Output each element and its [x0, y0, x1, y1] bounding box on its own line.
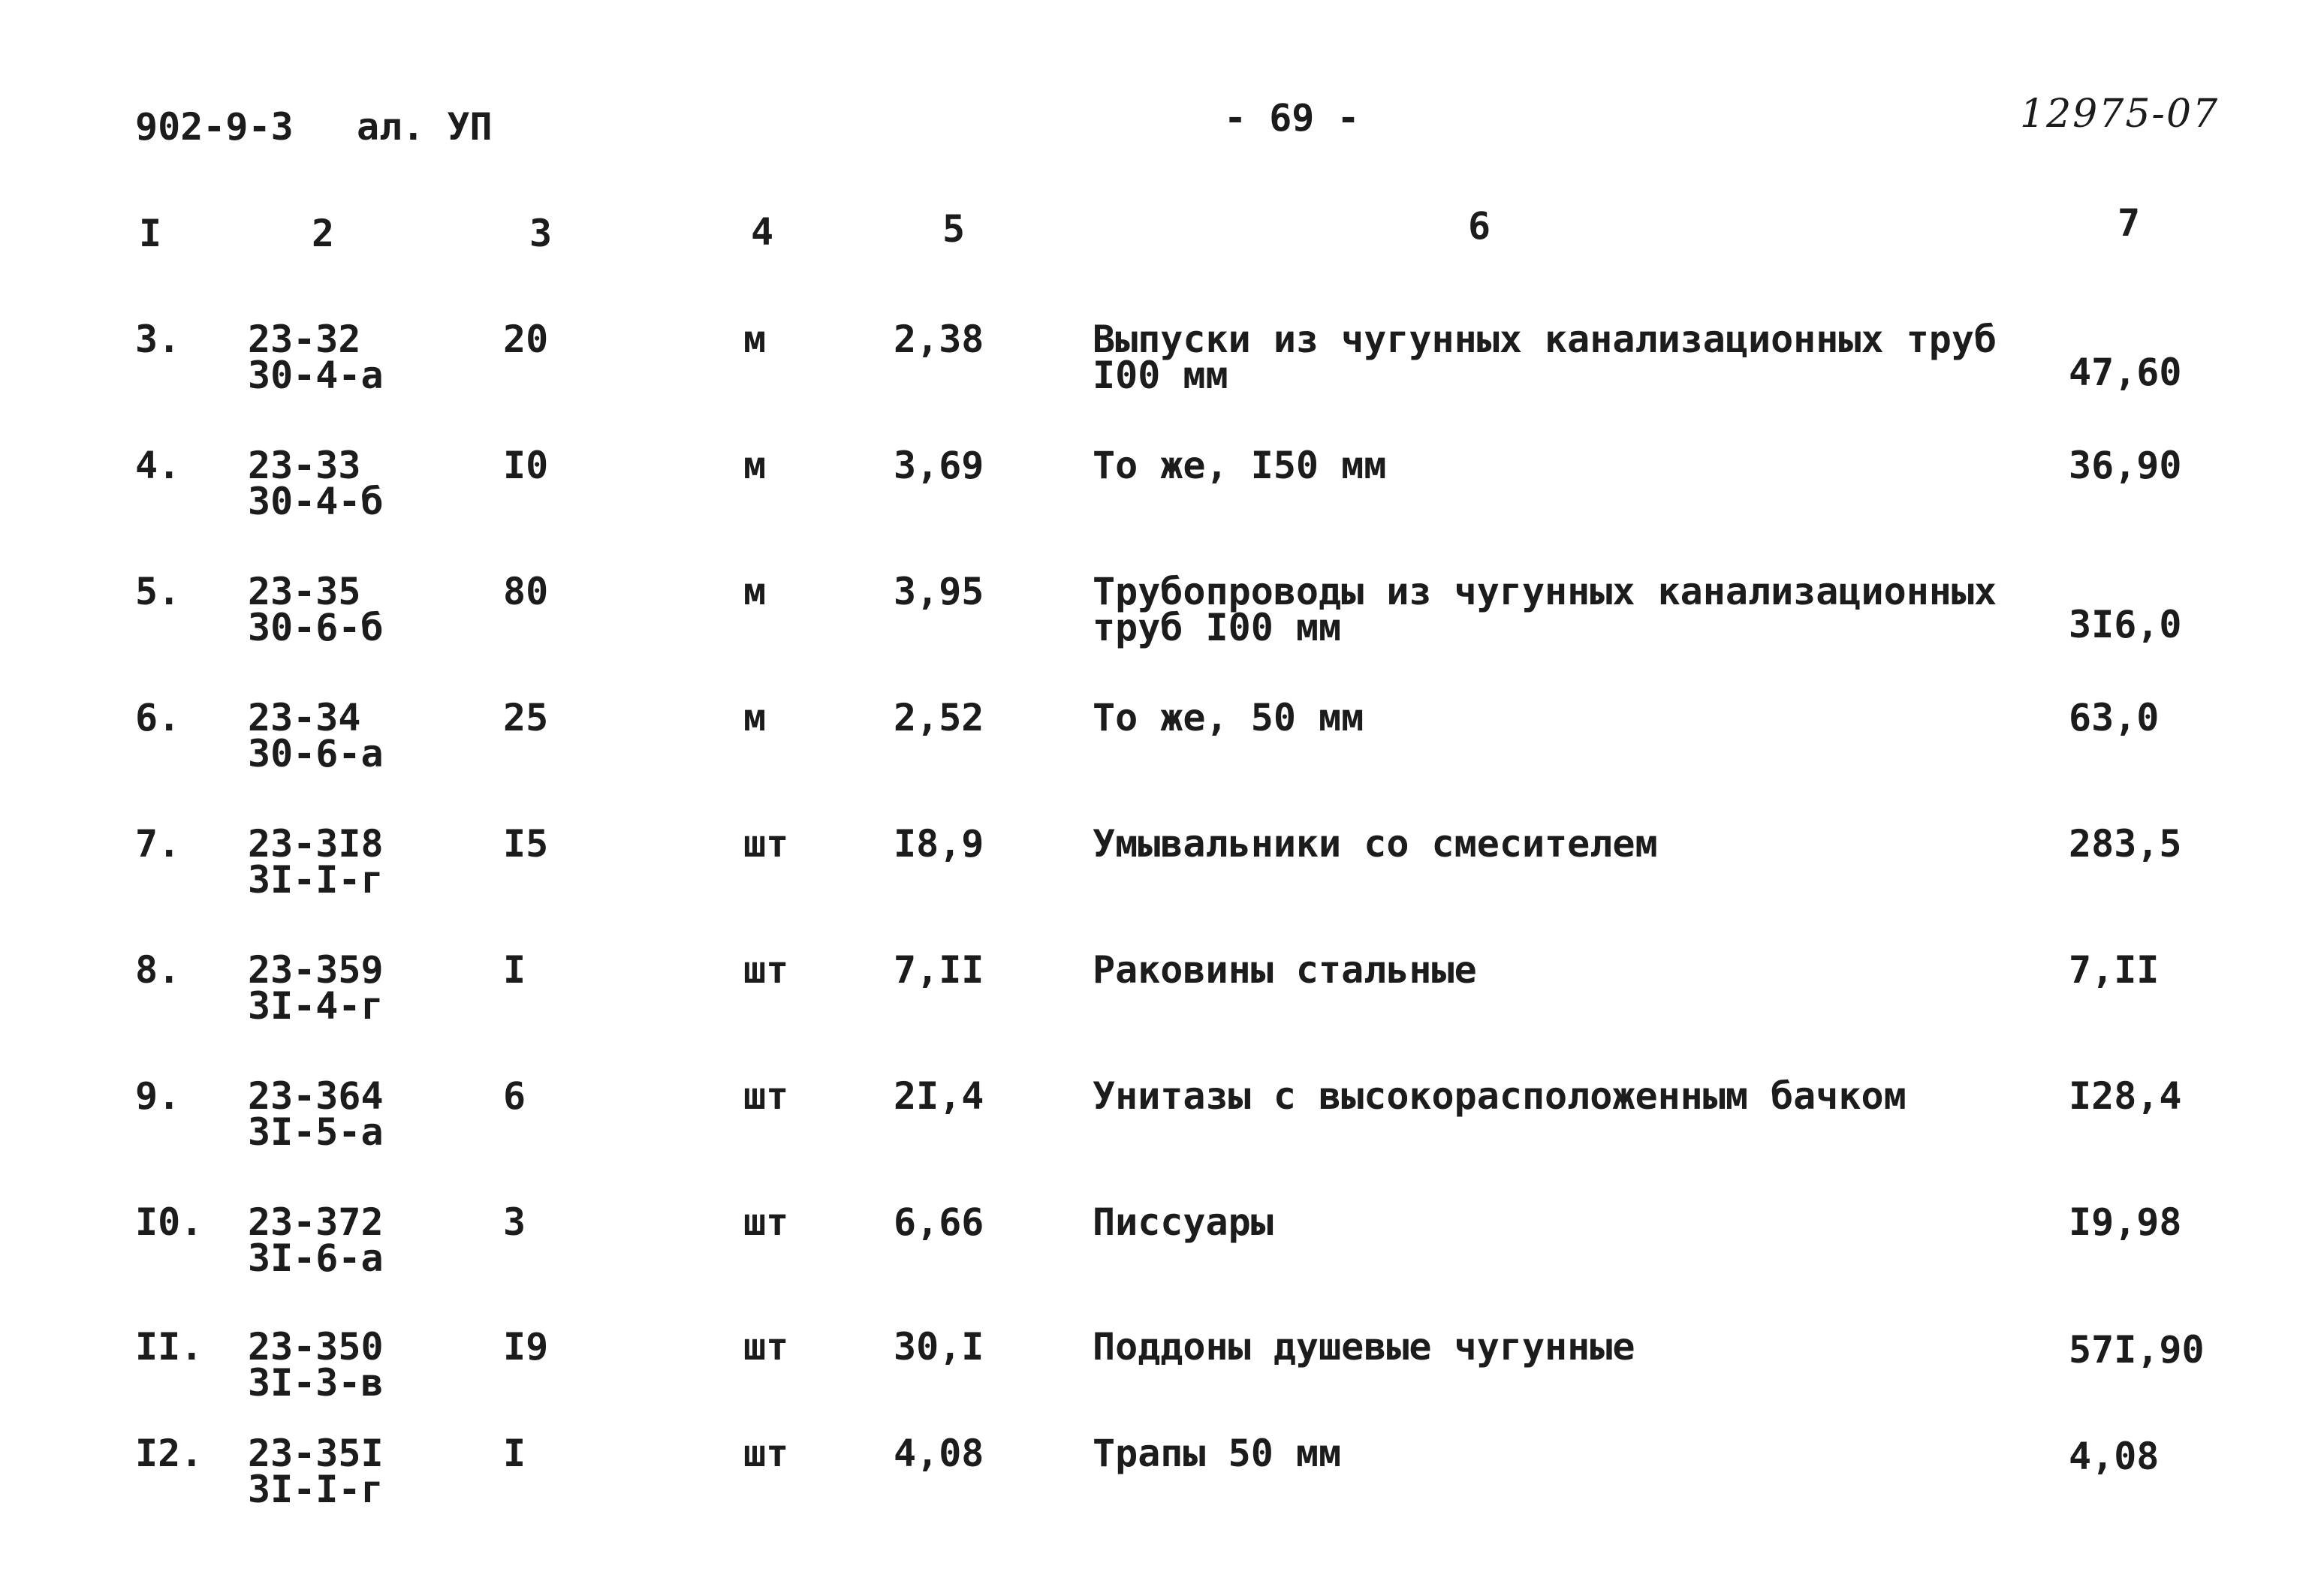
handwritten-stamp-number: 12975-07 — [2020, 92, 2220, 137]
unit: шт — [743, 1325, 789, 1369]
table-row — [0, 1325, 2324, 1449]
total-cost: 283,5 — [2069, 822, 2182, 866]
column-heading-1: I — [139, 212, 162, 255]
description — [1093, 1200, 1274, 1244]
norm-code — [248, 696, 384, 775]
quantity: 6 — [503, 1074, 526, 1118]
norm-code-line-1: 23-372 — [248, 1200, 384, 1244]
quantity: I — [503, 1432, 526, 1475]
description-line-1: Трубопроводы из чугунных канализационных — [1093, 570, 1997, 613]
row-number: I2. — [135, 1432, 203, 1475]
norm-code — [248, 1325, 384, 1405]
description-line-1: Поддоны душевые чугунные — [1093, 1325, 1635, 1369]
row-number: 5. — [135, 570, 181, 613]
total-cost: I9,98 — [2069, 1200, 2182, 1244]
description — [1093, 822, 1658, 866]
norm-code-line-2: 3I-4-г — [248, 984, 384, 1028]
description-line-1: Унитазы с высокорасположенным бачком — [1093, 1074, 1907, 1118]
column-heading-5: 5 — [942, 207, 966, 251]
norm-code-line-2: 30-4-а — [248, 354, 384, 397]
norm-code-line-1: 23-350 — [248, 1325, 384, 1369]
norm-code-line-1: 23-33 — [248, 444, 361, 487]
norm-code-line-2: 3I-I-г — [248, 858, 384, 902]
column-heading-2: 2 — [312, 212, 335, 255]
quantity: 20 — [503, 318, 549, 361]
unit-price: 4,08 — [894, 1432, 984, 1475]
row-number: 9. — [135, 1074, 181, 1118]
quantity: I9 — [503, 1325, 549, 1369]
table-row — [0, 318, 2324, 441]
description — [1093, 1325, 1635, 1369]
unit-price: 30,I — [894, 1325, 984, 1369]
norm-code — [248, 1200, 384, 1280]
unit-price: 3,95 — [894, 570, 984, 613]
unit: шт — [743, 948, 789, 992]
norm-code-line-1: 23-359 — [248, 948, 384, 992]
album-label: ал. УП — [357, 105, 493, 149]
table-row — [0, 1432, 2324, 1555]
total-cost: 36,90 — [2069, 444, 2182, 487]
norm-code — [248, 1074, 384, 1154]
description-line-1: Умывальники со смесителем — [1093, 822, 1658, 866]
description-line-2: I00 мм — [1093, 354, 1228, 397]
norm-code — [248, 948, 384, 1028]
description-line-1: То же, I50 мм — [1093, 444, 1387, 487]
page-number: - 69 - — [1224, 96, 1360, 140]
unit: шт — [743, 1432, 789, 1475]
description-line-2: труб I00 мм — [1093, 606, 1342, 649]
quantity: I — [503, 948, 526, 992]
quantity: I0 — [503, 444, 549, 487]
norm-code-line-2: 30-6-а — [248, 732, 384, 775]
unit-price: I8,9 — [894, 822, 984, 866]
description — [1093, 570, 1997, 649]
column-heading-4: 4 — [751, 210, 774, 254]
row-number: 7. — [135, 822, 181, 866]
norm-code — [248, 444, 384, 523]
norm-code-line-1: 23-364 — [248, 1074, 384, 1118]
quantity: 25 — [503, 696, 549, 739]
description — [1093, 1074, 1907, 1118]
norm-code — [248, 570, 384, 649]
norm-code — [248, 1432, 384, 1511]
table-row — [0, 696, 2324, 820]
norm-code-line-1: 23-34 — [248, 696, 361, 739]
table-row — [0, 822, 2324, 946]
table-row — [0, 1074, 2324, 1198]
total-cost: 47,60 — [2069, 351, 2182, 394]
norm-code-line-1: 23-3I8 — [248, 822, 384, 866]
unit-price: 7,II — [894, 948, 984, 992]
table-row — [0, 444, 2324, 568]
total-cost: 7,II — [2069, 948, 2160, 992]
norm-code-line-1: 23-32 — [248, 318, 361, 361]
total-cost: 3I6,0 — [2069, 603, 2182, 646]
unit: шт — [743, 1200, 789, 1244]
description-line-1: То же, 50 мм — [1093, 696, 1364, 739]
total-cost: 4,08 — [2069, 1435, 2160, 1478]
column-heading-3: 3 — [529, 212, 553, 255]
row-number: I0. — [135, 1200, 203, 1244]
description — [1093, 948, 1477, 992]
description — [1093, 1432, 1342, 1475]
description-line-1: Писсуары — [1093, 1200, 1274, 1244]
column-heading-7: 7 — [2118, 201, 2141, 245]
column-heading-6: 6 — [1468, 204, 1491, 248]
unit: м — [743, 696, 767, 739]
description-line-1: Трапы 50 мм — [1093, 1432, 1342, 1475]
norm-code-line-1: 23-35I — [248, 1432, 384, 1475]
table-row — [0, 570, 2324, 694]
quantity: 80 — [503, 570, 549, 613]
description — [1093, 696, 1364, 739]
unit: м — [743, 318, 767, 361]
description — [1093, 444, 1387, 487]
norm-code-line-2: 3I-6-а — [248, 1236, 384, 1280]
unit-price: 6,66 — [894, 1200, 984, 1244]
unit-price: 2,52 — [894, 696, 984, 739]
quantity: 3 — [503, 1200, 526, 1244]
row-number: 4. — [135, 444, 181, 487]
description — [1093, 318, 1997, 397]
norm-code-line-2: 30-4-б — [248, 480, 384, 523]
norm-code-line-2: 3I-5-а — [248, 1110, 384, 1154]
norm-code — [248, 822, 384, 902]
unit: м — [743, 444, 767, 487]
unit-price: 2,38 — [894, 318, 984, 361]
quantity: I5 — [503, 822, 549, 866]
row-number: 8. — [135, 948, 181, 992]
table-row — [0, 948, 2324, 1072]
total-cost: 63,0 — [2069, 696, 2160, 739]
norm-code-line-1: 23-35 — [248, 570, 361, 613]
row-number: 6. — [135, 696, 181, 739]
row-number: II. — [135, 1325, 203, 1369]
unit-price: 2I,4 — [894, 1074, 984, 1118]
total-cost: I28,4 — [2069, 1074, 2182, 1118]
norm-code-line-2: 30-6-б — [248, 606, 384, 649]
document-code: 902-9-3 — [135, 105, 294, 149]
unit: шт — [743, 1074, 789, 1118]
description-line-1: Раковины стальные — [1093, 948, 1477, 992]
description-line-1: Выпуски из чугунных канализационных труб — [1093, 318, 1997, 361]
table-row — [0, 1200, 2324, 1324]
norm-code — [248, 318, 384, 397]
total-cost: 57I,90 — [2069, 1328, 2205, 1372]
norm-code-line-2: 3I-I-г — [248, 1468, 384, 1511]
norm-code-line-2: 3I-3-в — [248, 1361, 384, 1405]
unit: м — [743, 570, 767, 613]
unit: шт — [743, 822, 789, 866]
unit-price: 3,69 — [894, 444, 984, 487]
row-number: 3. — [135, 318, 181, 361]
